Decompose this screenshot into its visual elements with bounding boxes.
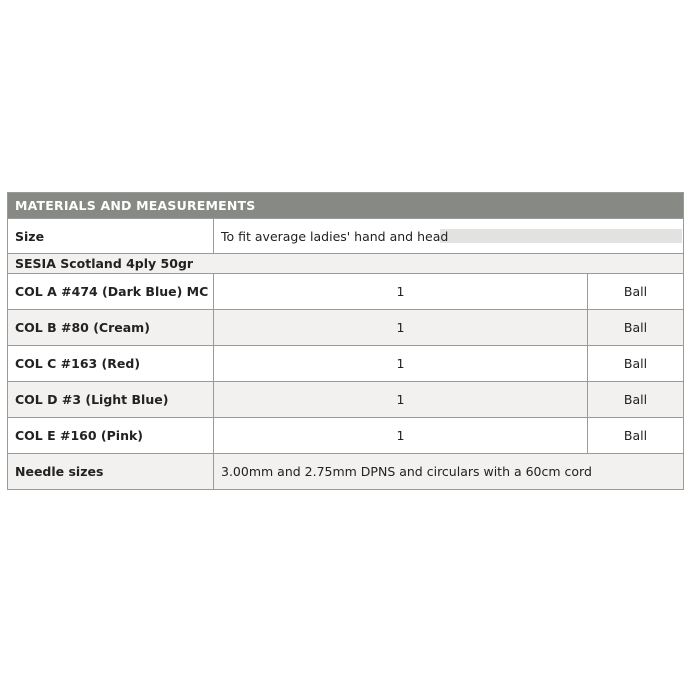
color-label: COL B #80 (Cream) — [8, 310, 214, 346]
section-row — [8, 254, 684, 274]
color-label: COL A #474 (Dark Blue) MC — [8, 274, 214, 310]
table-row — [8, 346, 684, 382]
color-quantity: 1 — [214, 346, 588, 382]
table-row — [8, 382, 684, 418]
redaction-bar — [440, 229, 682, 243]
color-label: COL C #163 (Red) — [8, 346, 214, 382]
color-label: COL D #3 (Light Blue) — [8, 382, 214, 418]
size-row — [8, 219, 684, 254]
color-unit: Ball — [588, 274, 684, 310]
color-unit: Ball — [588, 346, 684, 382]
color-unit: Ball — [588, 418, 684, 454]
color-unit: Ball — [588, 310, 684, 346]
materials-table — [7, 192, 684, 490]
table-row — [8, 310, 684, 346]
needle-label: Needle sizes — [8, 454, 214, 490]
color-quantity: 1 — [214, 274, 588, 310]
color-unit: Ball — [588, 382, 684, 418]
color-quantity: 1 — [214, 418, 588, 454]
needle-value: 3.00mm and 2.75mm DPNS and circulars with a 60cm cord — [214, 454, 684, 490]
color-quantity: 1 — [214, 310, 588, 346]
needle-row — [8, 454, 684, 490]
table-row — [8, 418, 684, 454]
color-quantity: 1 — [214, 382, 588, 418]
size-value: To fit average ladies' hand and head — [221, 228, 449, 244]
table-row — [8, 274, 684, 310]
section-title: SESIA Scotland 4ply 50gr — [8, 254, 684, 274]
color-label: COL E #160 (Pink) — [8, 418, 214, 454]
table-header-row — [8, 193, 684, 219]
size-label: Size — [8, 219, 214, 254]
table-header: MATERIALS AND MEASUREMENTS — [8, 193, 684, 219]
size-value-cell — [214, 219, 684, 254]
